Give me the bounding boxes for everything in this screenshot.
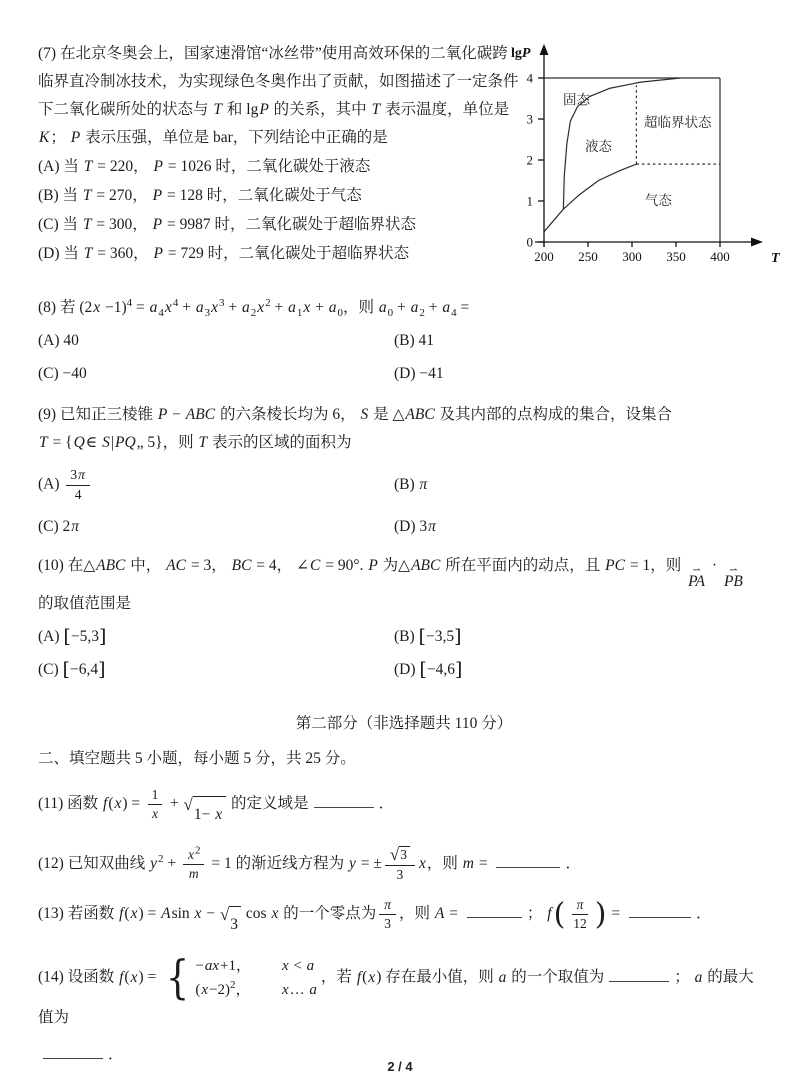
question-9-option-a: (A) $\frac{3\pi}{4}$	[38, 467, 394, 502]
question-10-option-a: (A) [−5,3]	[38, 625, 107, 648]
svg-text:1: 1	[526, 193, 533, 209]
question-7-option-a: (A) 当 T = 220， P = 1026 时，二氧化碳处于液态	[38, 158, 371, 175]
question-10-option-c: (C) [−6,4]	[38, 658, 106, 681]
question-13	[38, 896, 770, 943]
question-11	[38, 786, 770, 833]
question-10-options-row-1	[38, 623, 770, 651]
question-9	[38, 401, 770, 541]
svg-text:液态: 液态	[585, 138, 613, 154]
question-7-text-line-4: K； P 表示压强，单位是 bar，下列结论中正确的是	[39, 129, 388, 146]
question-9-option-d: (D) 3π	[394, 518, 436, 535]
svg-text:250: 250	[578, 249, 598, 264]
question-8-option-c: (C) −40	[38, 365, 87, 382]
question-10-options-row-2	[38, 656, 770, 684]
svg-text:0: 0	[526, 234, 533, 250]
question-7-option-c: (C) 当 T = 300， P = 9987 时，二氧化碳处于超临界状态	[38, 216, 417, 233]
question-14	[38, 950, 770, 1070]
question-10-text-line-1: (10) 在△ABC 中， AC = 3， BC = 4， ∠C = 90°. P 为△ABC 所在平面内的动点，且 PC = 1，则 ⇀ PA · ⇀ PB	[38, 557, 743, 590]
question-9-option-c: (C) 2π	[38, 518, 80, 535]
question-10-option-b: (B) [−3,5]	[394, 625, 462, 648]
question-7-option-b: (B) 当 T = 270， P = 128 时，二氧化碳处于气态	[38, 187, 362, 204]
svg-text:4: 4	[526, 70, 533, 86]
question-13-stem: (13) 若函数 f(x) = Asin x − √ 3 cos x 的一个零点为 $\frac{\pi}{3}$ ，则 A = ； f ( $\frac{\pi}{12}$ ) = ．	[38, 896, 762, 943]
svg-text:T: T	[771, 251, 780, 266]
question-9-options-row-2	[38, 513, 770, 541]
phase-diagram-figure	[505, 40, 800, 278]
svg-text:350: 350	[666, 249, 686, 264]
question-7-text-line-2: 临界直冷制冰技术，为实现绿色冬奥作出了贡献，如图描述了一定条件	[38, 73, 519, 90]
question-8-option-d: (D) −41	[394, 365, 444, 382]
page-number: 2 / 4	[387, 1059, 413, 1074]
question-7	[38, 40, 780, 278]
question-8-option-a: (A) 40	[38, 332, 79, 349]
phase-diagram-chart	[505, 40, 800, 278]
question-10-text-line-2: 的取值范围是	[38, 595, 132, 613]
question-9-text-line-2: T = {Q∈ S|PQ„ 5}，则 T 表示的区域的面积为	[39, 434, 352, 451]
svg-text:3: 3	[526, 111, 533, 127]
question-14-stem: (14) 设函数 f(x) = { −ax+1， x < a $(x-2)^2$， x… a ，若 f(x) 存在最小值，则 a 的一个取值为 ； a 的最大值为	[38, 950, 754, 1026]
question-7-text-line-3: 下二氧化碳所处的状态与 T 和 lgP 的关系，其中 T 表示温度，单位是	[38, 101, 510, 118]
svg-text:固态: 固态	[563, 92, 591, 108]
svg-text:超临界状态: 超临界状态	[644, 115, 712, 131]
question-9-options-row-1	[38, 462, 770, 508]
svg-text:400: 400	[710, 249, 730, 264]
question-7-text-line-1: (7) 在北京冬奥会上，国家速滑馆“冰丝带”使用高效环保的二氧化碳跨	[38, 45, 508, 62]
part2-heading: 第二部分（非选择题共 110 分）	[295, 715, 513, 733]
question-14-tail: ．	[38, 1040, 762, 1070]
question-8-options-row-1	[38, 327, 770, 355]
question-7-option-d: (D) 当 T = 360， P = 729 时，二氧化碳处于超临界状态	[38, 245, 410, 262]
question-8-stem: (8) 若 $(2x -1)^4 = a_4x^4 + a_3x^3 + a_2x^2 + a_1x + a_0$，则 $a_0 + a_2 + a_4$ =	[38, 296, 470, 320]
svg-text:2: 2	[526, 152, 533, 168]
svg-text:200: 200	[534, 249, 554, 264]
question-11-stem: (11) 函数 f(x) = $\frac{1}{x}$ + √ 1− x 的定义域是 ．	[38, 786, 762, 833]
question-9-option-b: (B) π	[394, 476, 428, 493]
question-8-options-row-2	[38, 360, 770, 388]
question-10-option-d: (D) [−4,6]	[394, 658, 463, 681]
svg-text:300: 300	[622, 249, 642, 264]
svg-text:气态: 气态	[644, 193, 672, 208]
question-8-option-b: (B) 41	[394, 332, 435, 349]
question-12-stem: (12) 已知双曲线 $y^2$ + $\frac{x^2}{m}$ = 1 的渐近线方程为 y = ± √ 3 3 x，则 m = ．	[38, 844, 581, 883]
section2-intro: 二、填空题共 5 小题，每小题 5 分，共 25 分。	[38, 750, 356, 768]
question-12	[38, 846, 770, 883]
question-9-text-line-1: (9) 已知正三棱锥 P − ABC 的六条棱长均为 6， S 是 △ABC 及其内部的点构成的集合，设集合	[38, 406, 673, 423]
question-10	[38, 552, 770, 684]
svg-text:lgP: lgP	[511, 46, 531, 61]
question-8	[38, 294, 770, 388]
